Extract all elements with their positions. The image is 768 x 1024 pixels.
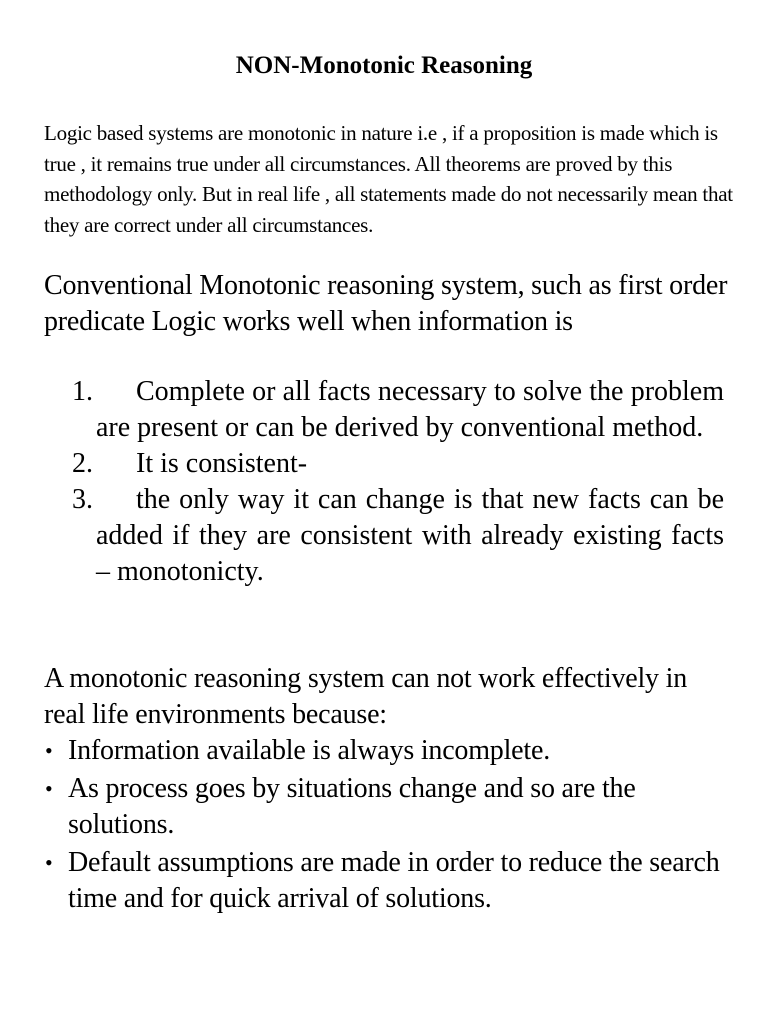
item-text: the only way it can change is that new facts can be added if they are consistent with already existing facts – monotonicty.	[96, 484, 724, 587]
bullet-text: Default assumptions are made in order to reduce the search time and for quick arrival of solutions.	[68, 847, 720, 914]
numbered-item	[72, 482, 724, 590]
item-number: 1.	[72, 376, 93, 407]
bullet-icon: •	[45, 776, 53, 801]
item-number: 2.	[72, 448, 93, 479]
bullet-text: As process goes by situations change and so are the solutions.	[68, 773, 636, 840]
item-text: Complete or all facts necessary to solve the problem are present or can be derived by conventional method.	[96, 376, 724, 443]
bullet-item	[44, 845, 734, 917]
lead-paragraph: Conventional Monotonic reasoning system, such as first order predicate Logic works well when information is	[44, 270, 728, 337]
item-text: It is consistent-	[136, 448, 308, 479]
numbered-item	[72, 374, 724, 446]
page-title: NON-Monotonic Reasoning	[235, 52, 533, 79]
numbered-item	[72, 446, 724, 482]
reasons-paragraph: A monotonic reasoning system can not work effectively in real life environments because:	[44, 663, 688, 730]
bullet-item	[44, 771, 734, 843]
numbered-list	[72, 374, 724, 590]
bullet-text: Information available is always incomplete.	[68, 735, 551, 766]
bullet-item	[44, 733, 734, 769]
item-number: 3.	[72, 484, 93, 515]
bullet-icon: •	[45, 850, 53, 875]
bullet-list	[44, 733, 734, 919]
bullet-icon: •	[45, 738, 53, 763]
intro-paragraph: Logic based systems are monotonic in nature i.e , if a proposition is made which is true , it remains true under all circumstances. All theorems are proved by this methodology only. But in real life , all statements made do not necessarily mean that they are correct under all circumstances.	[44, 121, 733, 237]
